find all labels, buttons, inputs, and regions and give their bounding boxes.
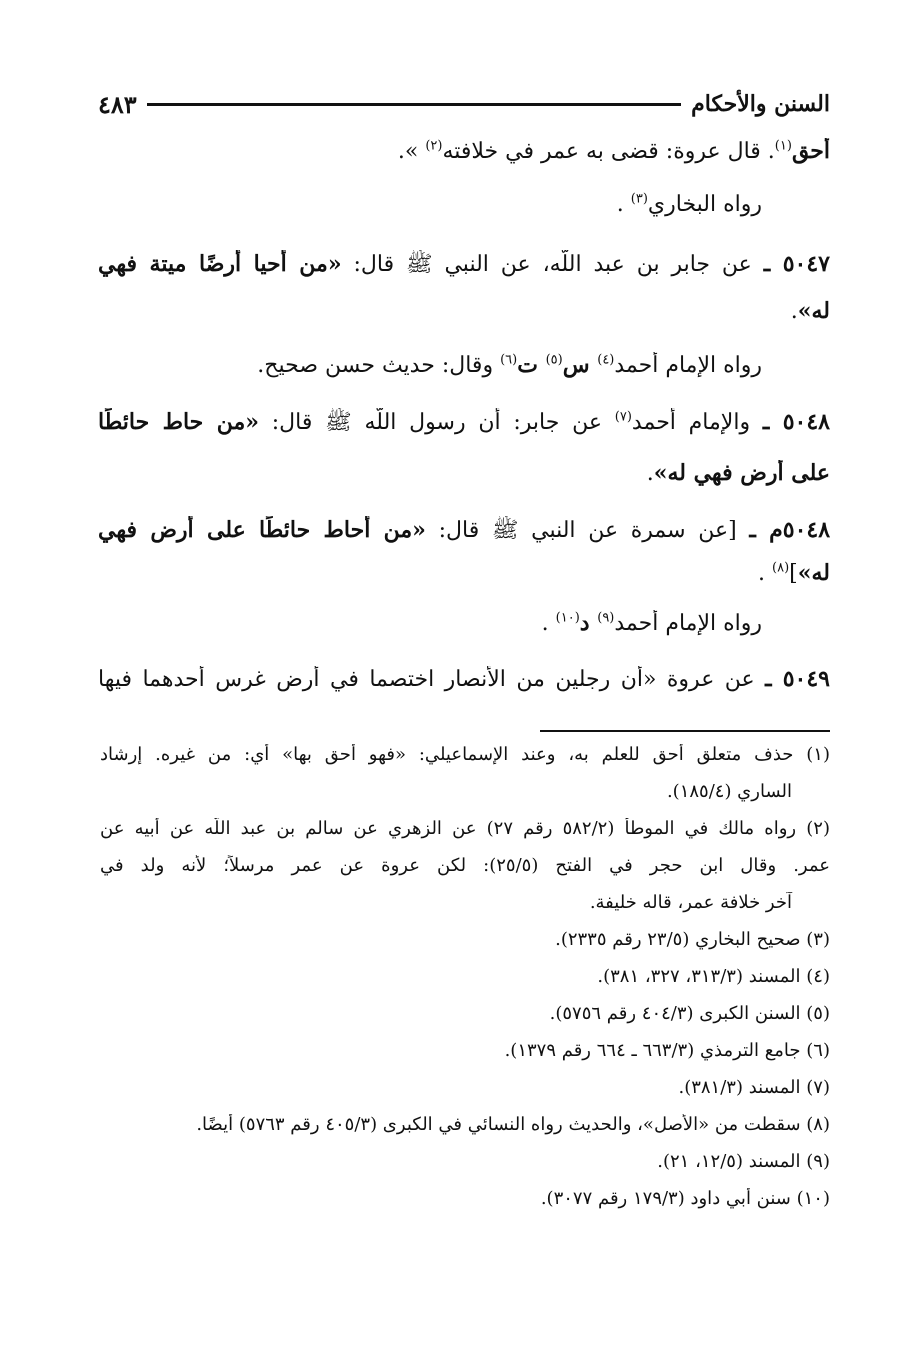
footnote-4: (٤) المسند (٣١٣/٣، ٣٢٧، ٣٨١). [597,966,830,987]
hadith-quote: «من أحيا أرضًا ميتة فهي [98,251,342,277]
hadith-quote: له» [797,560,830,586]
footnote-ref: (٦) [500,352,518,368]
text-span: رواه الإمام أحمد [614,353,762,378]
body-line [98,192,830,217]
text-span: رواه البخاري [647,192,762,217]
header-title: السنن والأحكام [691,91,830,117]
text-span: . [758,561,773,586]
hadith-quote: له» [797,298,830,324]
text-span: . [646,461,654,486]
body-line [98,560,830,586]
text-span: عن جابر: أن رسول اللّه ﷺ قال: [258,410,615,435]
running-header [98,84,830,124]
hadith-5048m [98,516,830,548]
text-span: والإمام أحمد [631,410,763,435]
source-code: س [562,352,598,378]
footnote-ref: (٢) [425,138,443,154]
footnote-1-cont: الساري (١٨٥/٤). [666,781,792,802]
footnote-ref: (٨) [772,560,790,576]
text-span: . قال عروة: قضى به عمر في خلافته [442,139,775,164]
text-span: . [616,192,631,217]
page-number: ٤٨٣ [98,89,137,119]
hadith-5049 [98,666,830,692]
header-rule [147,103,681,106]
body-line [98,460,830,486]
body-line [98,138,830,164]
footnote-ref: (٥) [545,352,563,368]
footnote-ref: (١) [774,138,792,154]
body-line [98,352,830,378]
source-code: ت [517,352,546,378]
hadith-quote: على أرض فهي له» [653,460,830,486]
hadith-number: ٥٠٤٧ ـ [763,251,830,277]
footnote-2-cont: آخر خلافة عمر، قاله خليفة. [589,892,792,913]
hadith-number: ٥٠٤٨م ـ [749,517,830,543]
text-span: عن جابر بن عبد اللّه، عن النبي ﷺ قال: [341,252,764,277]
text-span: وقال: حديث حسن صحيح. [257,353,501,378]
text-span: ] [789,561,798,586]
footnote-6: (٦) جامع الترمذي (٦٦٣/٣ ـ ٦٦٤ رقم ١٣٧٩). [504,1040,830,1061]
hadith-number: ٥٠٤٨ ـ [762,409,830,435]
footnote-1: (١) حذف متعلق أحق للعلم به، وعند الإسماعيلي: «فهو أحق بها» أي: من غيره. إرشاد [100,744,830,765]
hadith-5048 [98,408,830,440]
text-span: أحق [791,138,830,164]
source-code: د [579,610,598,636]
footnote-ref: (١٠) [555,610,580,626]
hadith-quote: «من حاط حائطًا [98,409,259,435]
text-span: عن عروة «أن رجلين من الأنصار اختصما في أرضٍ غرس أحدهما فيها [98,667,766,692]
text-span: رواه الإمام أحمد [614,611,762,636]
footnote-7: (٧) المسند (٣٨١/٣). [678,1077,830,1098]
footnote-ref: (٤) [597,352,615,368]
footnote-2-cont: عمر. وقال ابن حجر في الفتح (٢٥/٥): لكن عروة عن عمر مرسلاً؛ لأنه ولد في [100,855,830,876]
footnote-ref: (٣) [630,192,648,207]
footnote-3: (٣) صحيح البخاري (٢٣/٥ رقم ٢٣٣٥). [555,929,830,950]
footnote-9: (٩) المسند (١٢/٥، ٢١). [657,1151,830,1172]
hadith-5047 [98,250,830,282]
footnote-ref: (٩) [597,610,615,626]
hadith-number: ٥٠٤٩ ـ [765,666,830,692]
text-span: [عن سمرة عن النبي ﷺ قال: [425,518,750,543]
footnote-ref: (٧) [614,409,632,425]
footnote-separator [540,730,830,732]
text-span: . [541,611,556,636]
hadith-quote: «من أحاط حائطًا على أرض فهي [98,517,426,543]
text-span: . [790,299,798,324]
body-line [98,298,830,324]
footnote-5: (٥) السنن الكبرى (٤٠٤/٣ رقم ٥٧٥٦). [549,1003,830,1024]
body-line [98,610,830,636]
text-span: ». [397,139,426,164]
footnote-2: (٢) رواه مالك في الموطأ (٥٨٢/٢ رقم ٢٧) عن الزهري عن سالم بن عبد اللّه عن أبيه عن [100,818,830,839]
footnote-10: (١٠) سنن أبي داود (١٧٩/٣ رقم ٣٠٧٧). [540,1188,830,1209]
footnote-8: (٨) سقطت من «الأصل»، والحديث رواه النسائي في الكبرى (٤٠٥/٣ رقم ٥٧٦٣) أيضًا. [196,1114,830,1135]
